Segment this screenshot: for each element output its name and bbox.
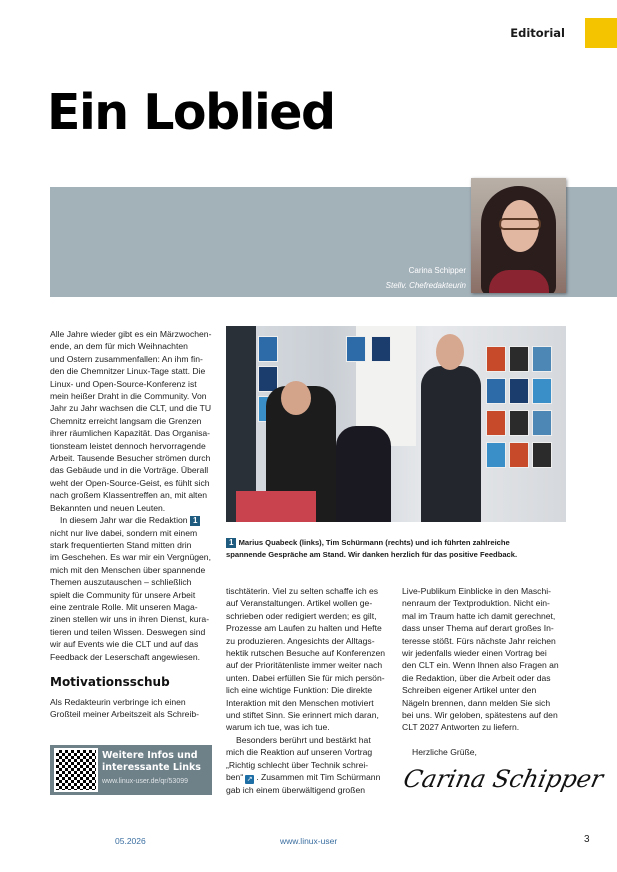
section-marker [585,18,617,48]
text-line: „Richtig schlecht über Technik schrei- [226,759,369,770]
footer-issue: 05.2026 [115,836,146,846]
magazine-cover [346,336,366,362]
text-line: Feedback der Leserschaft angewiesen. [50,651,201,662]
text-line: bei uns. Wir geloben, spätestens auf den [402,710,558,721]
text-line: das Gebäude und in die Vorträge. Überall [50,465,209,476]
text-line: teresse stößt. Fürs nächste Jahr reichen [402,635,556,646]
text-line: und Ostern zusammenfallen: An ihm fin- [50,353,203,364]
text-line: ende, an dem für mich Weihnachten [50,341,188,352]
event-photo [226,326,566,522]
magazine-cover [486,442,506,468]
text-line: Interaktion mit den Menschen motiviert [226,697,374,708]
caption-line: Marius Quabeck (links), Tim Schürmann (rechts) und ich führten zahlreiche [238,538,510,547]
text-line: Chemnitz erreicht langsam die Grenzen [50,415,202,426]
magazine-cover [532,410,552,436]
text-line: unten. Dabei erfüllen Sie für mich persön- [226,672,385,683]
column-3 [402,585,566,759]
info-links-box[interactable] [50,745,212,795]
text-line: . Zusammen mit Tim Schürmann [256,772,381,783]
text-line: Bekannten und neuen Leuten. [50,502,166,513]
column-1 [50,328,213,721]
magazine-cover [258,336,278,362]
text-line: zu produzieren. Angesichts der Alltags- [226,635,375,646]
text-line: Schreiben eigener Artikel unter den [402,685,537,696]
info-title: Weitere Infos und [102,750,198,761]
magazine-cover [486,346,506,372]
info-title: interessante Links [102,762,201,773]
text-line: gab ich einem überwältigend großen [226,785,366,796]
text-line: ben“ [226,772,244,783]
author-role: Stellv. Chefredakteurin [385,281,466,290]
magazine-cover [532,378,552,404]
text-line: tieren und teilen Wissen. Deswegen sind [50,626,206,637]
magazine-cover [509,410,529,436]
text-line: nicht nur live dabei, sondern mit einem [50,527,198,538]
section-label: Editorial [510,26,565,40]
text-line: und stiftet Sinn. Sie erinnert mich daran, [226,710,379,721]
magazine-cover [532,442,552,468]
text-line: mich mit den Menschen über spannende [50,564,206,575]
page-number: 3 [584,834,590,845]
text-line: auf Veranstaltungen. Artikel wollen ge- [226,598,373,609]
text-line: warum ich tue, was ich tue. [226,722,330,733]
text-line: tionsteam leistet dennoch hervorragende [50,440,206,451]
magazine-cover [509,378,529,404]
text-line: eine zentrale Rolle. Mit unseren Maga- [50,601,198,612]
text-line: tischtäterin. Viel zu selten schaffe ich es [226,586,379,596]
column-2 [226,585,387,797]
text-line: spielt die Community für unsere Arbeit [50,589,196,600]
text-line: nenraum der Textproduktion. Nicht ein- [402,598,550,609]
text-line: Großteil meiner Arbeitszeit als Schreib- [50,709,200,720]
text-line: schrieben oder redigiert werden; es gilt, [226,610,377,621]
text-line: Live-Publikum Einblicke in den Maschi- [402,586,552,596]
text-line: Jahr zu Jahr wachsen die CLT, und die TU [50,403,212,414]
text-line: Arbeit. Tausende Besucher strömen durch [50,453,211,464]
figure-reference-badge[interactable]: 1 [190,516,200,526]
text-line: weht der Open-Source-Geist, es fühlt sich [50,477,210,488]
text-line: stark frequentierten Stand mitten drin [50,539,192,550]
section-heading: Motivationsschub [50,674,170,689]
closing-text: Herzliche Grüße, [412,747,477,758]
text-line: In diesem Jahr war die Redaktion [60,515,188,526]
text-line: ihrer räumlichen Kapazität. Das Organisa- [50,428,211,439]
text-line: CLT 2027 Antworten zu liefern. [402,722,520,733]
text-line: Prozesse am Laufen zu halten und Hefte [226,623,382,634]
text-line: hektik rutschen Besuche auf Konferenzen [226,648,386,659]
text-line: Alle Jahre wieder gibt es ein Märzwochen- [50,329,212,339]
magazine-cover [486,410,506,436]
magazine-cover [371,336,391,362]
author-portrait [471,178,566,293]
figure-badge: 1 [226,538,236,548]
caption-line: spannende Gespräche am Stand. Wir danken herzlich für das positive Feedback. [226,550,518,559]
qr-code-icon[interactable] [54,748,98,792]
text-line: dass unser Thema auf derart großes In- [402,623,554,634]
external-link-icon[interactable]: ↗ [246,776,253,784]
author-name: Carina Schipper [408,266,466,275]
text-line: nach großem Klassentreffen an, mit alten [50,490,207,501]
text-line: Nägeln brennen, dann melden Sie sich [402,697,551,708]
magazine-cover [532,346,552,372]
text-line: den CLT ein. Wenn Ihnen also Fragen an [402,660,559,671]
text-line: zinen stellen wir uns in ihren Dienst, kura- [50,614,210,625]
text-line: den die Chemnitzer Linux-Tage statt. Die [50,366,206,377]
text-line: wir auf Events wie die CLT und auf das [50,639,199,650]
magazine-cover [509,346,529,372]
text-line: lich eine wichtige Funktion: Die direkte [226,685,373,696]
text-line: Linux- und Open-Source-Konferenz ist [50,378,197,389]
footer-site-link[interactable]: www.linux-user [280,836,338,846]
magazine-cover [509,442,529,468]
text-line: auf der Prioritätenliste immer weiter nach [226,660,383,671]
text-line: Themen auszutauschen – schließlich [50,577,192,588]
info-url-link[interactable]: www.linux-user.de/qr/53099 [102,778,188,785]
text-line: Besonders berührt und bestärkt hat [236,734,371,745]
text-line: die Redaktion, über die Arbeit oder das [402,672,551,683]
figure-caption [226,537,566,561]
page-title: Ein Loblied [47,84,335,141]
text-line: mein heißer Draht in die Community. Von [50,391,207,402]
signature: Carina Schipper [401,765,606,793]
text-line: mal im Traum hatte ich damit gerechnet, [402,610,556,621]
text-line: Als Redakteurin verbringe ich einen [50,696,186,707]
magazine-cover [486,378,506,404]
text-line: im Geschehen. Es war mir ein Vergnügen, [50,552,211,563]
text-line: wir jedenfalls wieder einen Vortrag bei [402,648,547,659]
text-line: mich die Reaktion auf unseren Vortrag [226,747,373,758]
